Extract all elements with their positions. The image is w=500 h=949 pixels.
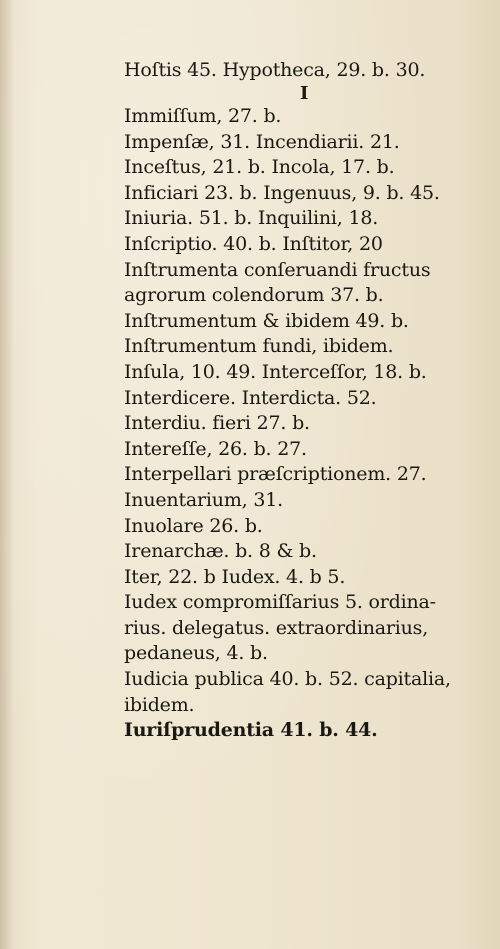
index-entry: Inſtrumenta conſeruandi fructus bbox=[124, 258, 431, 281]
index-entry: rius. delegatus. extraordinarius, bbox=[124, 616, 429, 639]
index-entry: Inuolare 26. b. bbox=[124, 514, 263, 537]
index-entry: Iniuria. 51. b. Inquilini, 18. bbox=[124, 207, 379, 230]
index-entry: Inſtrumentum & ibidem 49. b. bbox=[124, 309, 409, 332]
index-entry: Interdicere. Interdicta. 52. bbox=[124, 386, 377, 409]
index-entry: Inuentarium, 31. bbox=[124, 488, 283, 511]
index-entry: Iudex compromiſſarius 5. ordina- bbox=[124, 591, 436, 614]
index-entry: Inſula, 10. 49. Interceſſor, 18. b. bbox=[124, 360, 427, 383]
index-entry: Iter, 22. b Iudex. 4. b 5. bbox=[124, 565, 346, 588]
index-entry: pedaneus, 4. b. bbox=[124, 642, 268, 665]
section-letter: I bbox=[300, 83, 309, 104]
running-header: Hoſtis 45. Hypotheca, 29. b. 30. bbox=[124, 59, 426, 81]
index-entry: Inſtrumentum fundi, ibidem. bbox=[124, 335, 394, 358]
index-entry: Interpellari præſcriptionem. 27. bbox=[124, 463, 427, 486]
index-entry: Interdiu. fieri 27. b. bbox=[124, 412, 310, 435]
index-entry: Inſcriptio. 40. b. Inſtitor, 20 bbox=[124, 232, 383, 255]
index-text bbox=[124, 56, 484, 744]
index-entry: Inceſtus, 21. b. Incola, 17. b. bbox=[124, 156, 395, 179]
index-entry: Iudicia publica 40. b. 52. capitalia, bbox=[124, 668, 451, 691]
index-entry: agrorum colendorum 37. b. bbox=[124, 284, 384, 307]
index-entry: Intereſſe, 26. b. 27. bbox=[124, 437, 307, 460]
index-entry: Impenſæ, 31. Incendiarii. 21. bbox=[124, 130, 400, 153]
book-spine-shadow bbox=[0, 0, 14, 949]
index-entry: Irenarchæ. b. 8 & b. bbox=[124, 540, 317, 563]
index-entry: ibidem. bbox=[124, 693, 195, 716]
index-entry: Iuriſprudentia 41. b. 44. bbox=[124, 719, 378, 742]
index-entry: Immiſſum, 27. b. bbox=[124, 105, 282, 127]
index-entry: Inficiari 23. b. Ingenuus, 9. b. 45. bbox=[124, 181, 440, 204]
